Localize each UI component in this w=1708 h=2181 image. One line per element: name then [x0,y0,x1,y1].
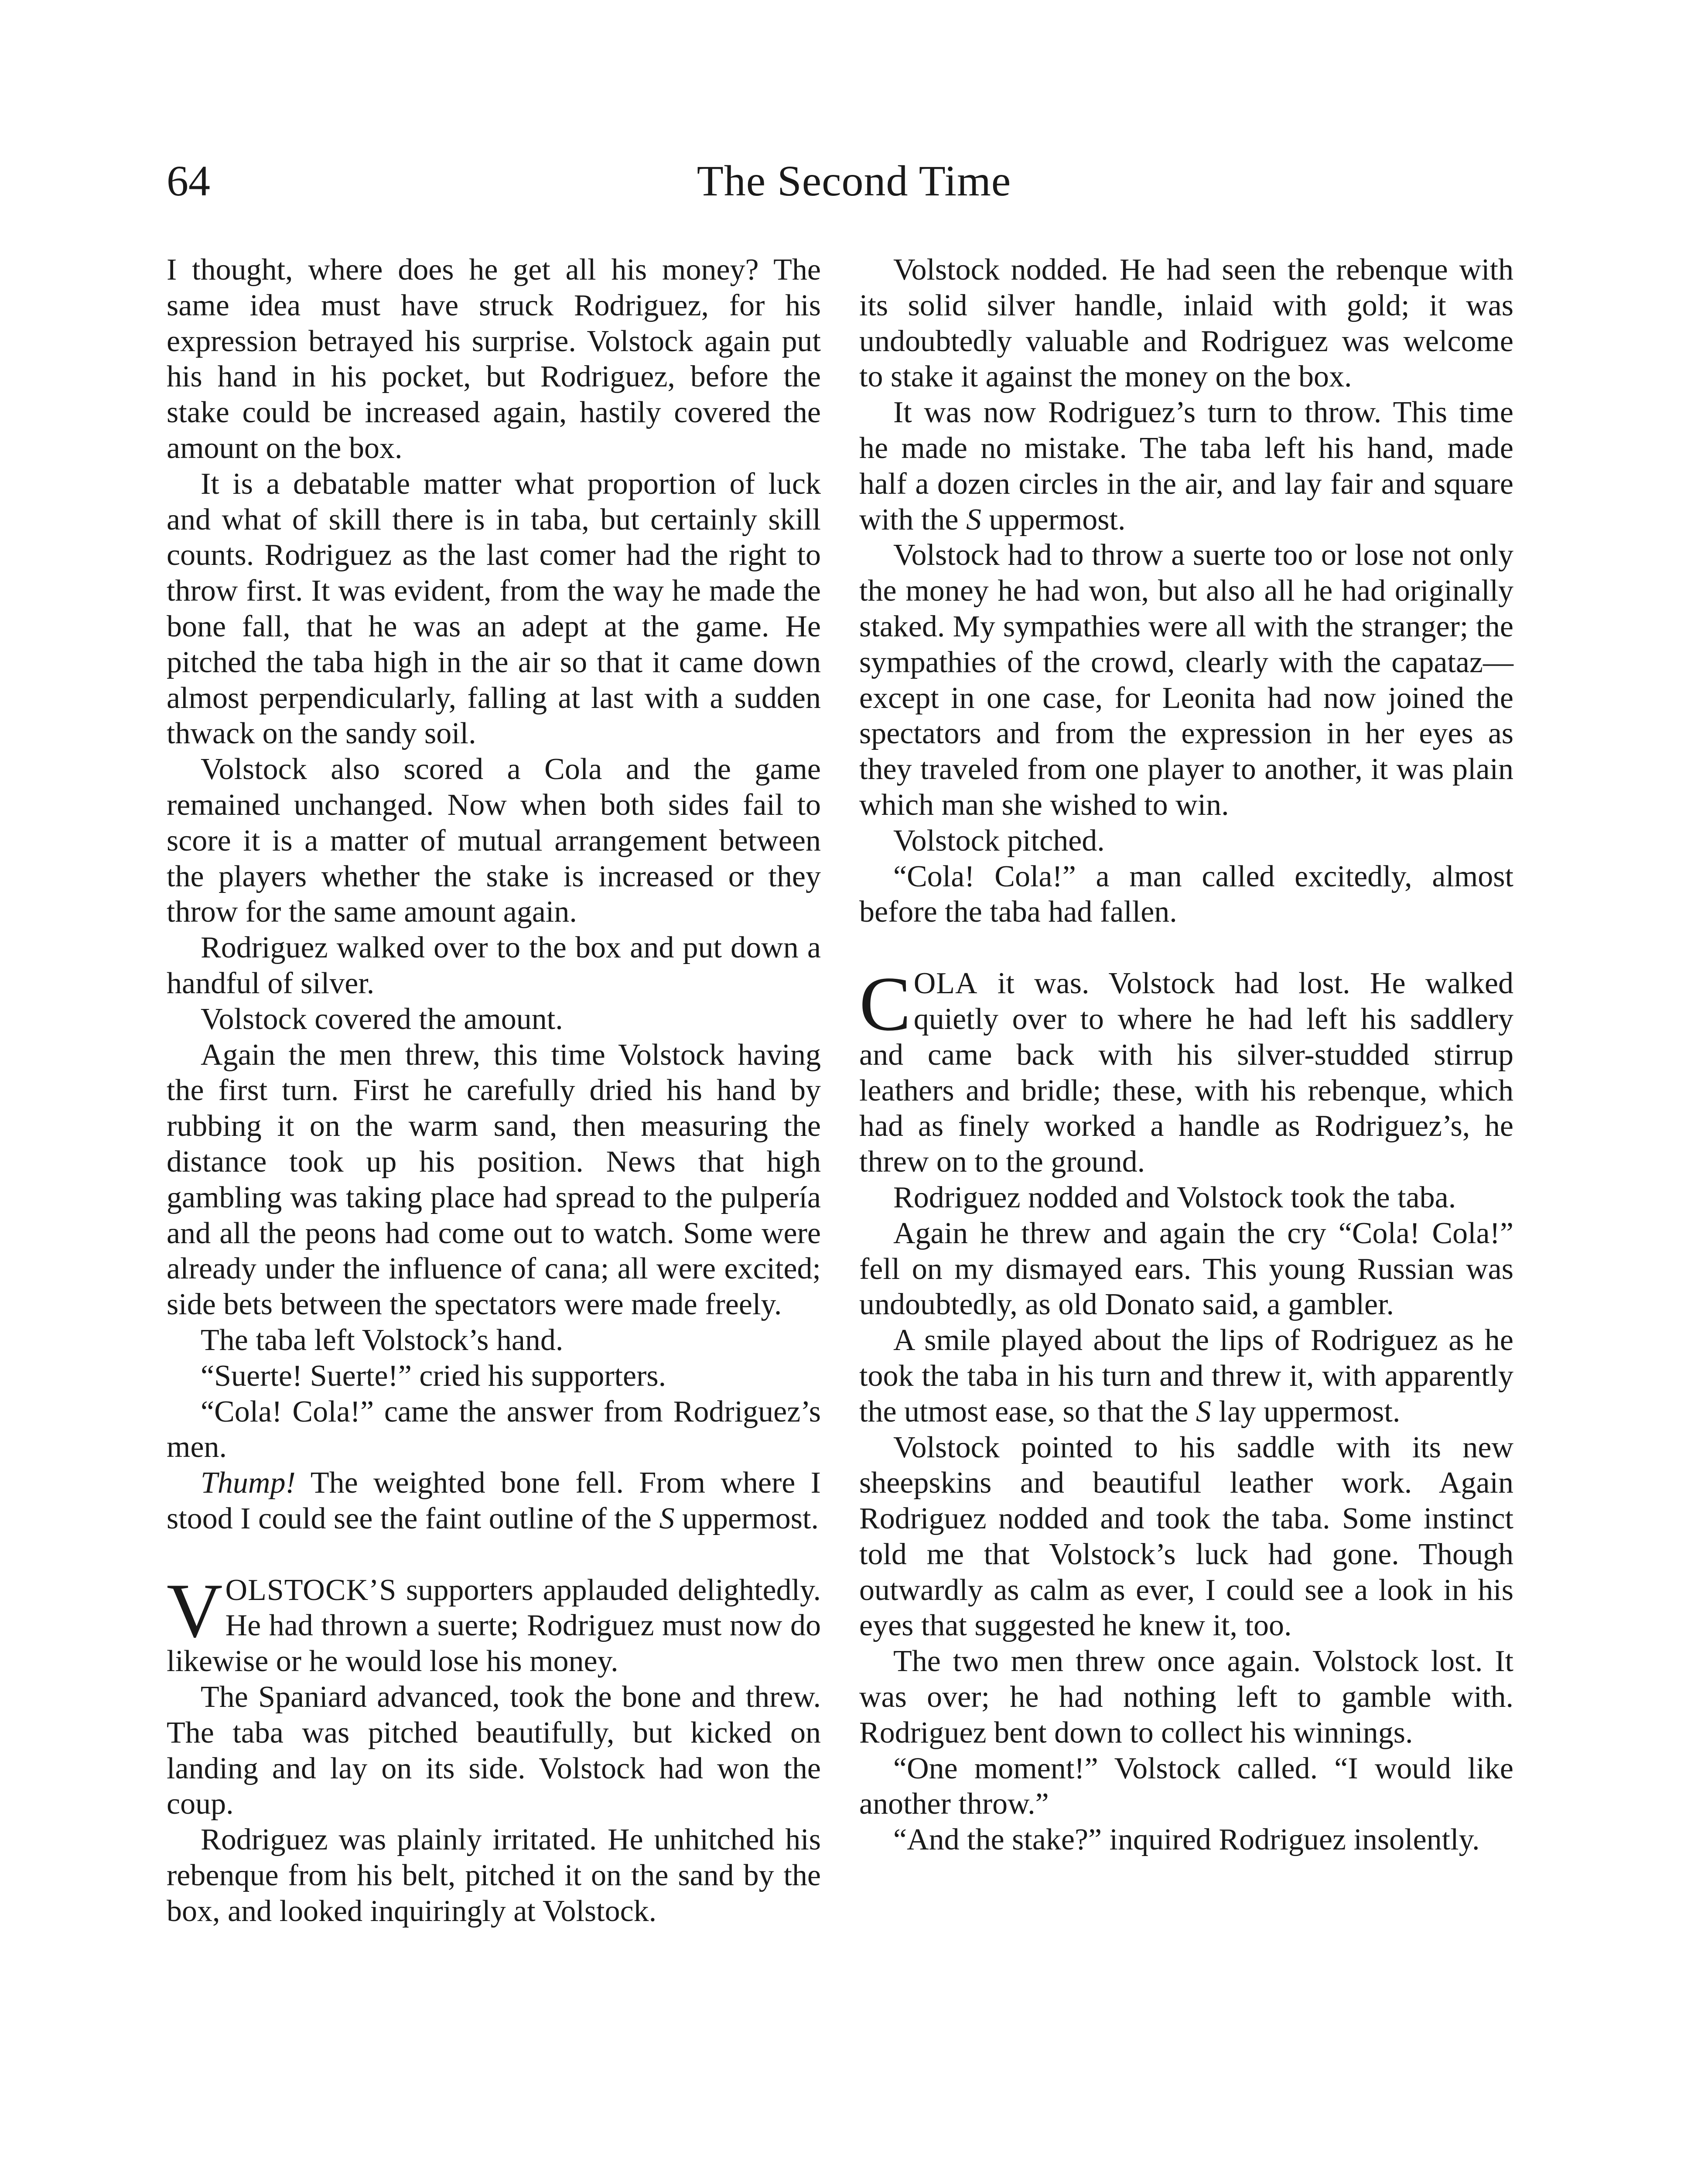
paragraph: I thought, where does he get all his money? The same idea must have struck Rodriguez, for his expression betrayed his surprise. Volstock again put his hand in his pocket, but Rodriguez, before the stake could be increased again, hastily covered the amount on the box. [167,253,821,465]
paragraph: “Cola! Cola!” a man called excitedly, almost before the taba had fallen. [859,859,1513,929]
paragraph: “One moment!” Volstock called. “I would like another throw.” [859,1751,1513,1821]
text-segment: The weighted bone fell. From where I stood I could see the faint outline of the [167,1466,821,1535]
paragraph: Rodriguez was plainly irritated. He unhitched his rebenque from his belt, pitched it on the sand by the box, and looked inquiringly at Volstock. [167,1823,821,1928]
paragraph: The Spaniard advanced, took the bone and threw. The taba was pitched beautifully, but kicked on landing and lay on its side. Volstock had won the coup. [167,1680,821,1821]
text-segment: uppermost. [674,1501,819,1535]
paragraph: Volstock pointed to his saddle with its new sheepskins and beautiful leather work. Again Rodriguez nodded and took the taba. Some instinct told me that Volstock’s luck had gone. Though outwardly as calm as ever, I could see a look in his eyes that suggested he knew it, too. [859,1430,1513,1643]
page-number: 64 [167,157,210,205]
text-segment: It was now Rodriguez’s turn to throw. This time he made no mistake. The taba left his hand, made half a dozen circles in the air, and lay fair and square with the [859,396,1513,537]
paragraph: “Cola! Cola!” came the answer from Rodriguez’s men. [167,1395,821,1464]
paragraph [859,1323,1513,1429]
italic-text: Thump! [201,1466,296,1500]
paragraph: Rodriguez nodded and Volstock took the taba. [893,1180,1456,1214]
section-start-paragraph [167,1567,821,1679]
paragraph: Again the men threw, this time Volstock having the first turn. First he carefully dried his hand by rubbing it on the warm sand, then measuring the distance took up his position. News that high gambling was taking place had spread to the pulpería and all the peons had come out to watch. Some were already under the influence of cana; all were excited; side bets between the spectators were made freely. [167,1038,821,1322]
italic-letter: S [1196,1395,1211,1429]
text-segment: it was. Volstock had lost. He walked quietly over to where he had left his saddlery and came back with his silver-studded stirrup leathers and bridle; these, with his rebenque, which had as finely worked a handle as Rodriguez’s, he threw on to the ground. [859,967,1513,1179]
paragraph: “Suerte! Suerte!” cried his supporters. [201,1359,666,1393]
text-segment: supporters applauded delightedly. He had thrown a suerte; Rodriguez must now do likewise or he would lose his money. [167,1573,821,1678]
paragraph: Volstock nodded. He had seen the rebenque with its solid silver handle, inlaid with gold; it was undoubtedly valuable and Rodriguez was welcome to stake it against the money on the box. [859,253,1513,394]
drop-cap: C [859,961,911,1047]
paragraph: It is a debatable matter what proportion of luck and what of skill there is in taba, but certainly skill counts. Rodriguez as the last comer had the right to throw first. It was evident, from the way he made the bone fall, that he was an adept at the game. He pitched the taba high in the air so that it came down almost perpendicularly, falling at last with a sudden thwack on the sandy soil. [167,467,821,751]
paragraph: The taba left Volstock’s hand. [201,1323,564,1357]
paragraph: Volstock pitched. [893,824,1105,858]
paragraph [859,395,1513,537]
paragraph: Volstock had to throw a suerte too or lose not only the money he had won, but also all he had originally staked. My sympathies were all with the stranger; the sympathies of the crowd, clearly with the capataz—except in one case, for Leonita had now joined the spectators and from the expression in her eyes as they traveled from one player to another, it was plain which man she wished to win. [859,538,1513,822]
section-start-paragraph [859,961,1513,1180]
right-column [859,252,1513,1858]
paragraph: Volstock covered the amount. [201,1002,563,1036]
paragraph: Volstock also scored a Cola and the game remained unchanged. Now when both sides fail to score it is a matter of mutual arrangement between the players whether the stake is increased or they throw for the same amount again. [167,752,821,929]
italic-letter: S [659,1501,675,1535]
text-segment: lay uppermost. [1211,1395,1401,1429]
running-head: The Second Time [697,157,1011,205]
text-segment: A smile played about the lips of Rodriguez as he took the taba in his turn and threw it, with apparently the utmost ease, so that the [859,1323,1513,1429]
italic-letter: S [966,503,981,537]
text-segment: uppermost. [981,503,1126,537]
left-column [167,252,821,1929]
small-caps-text: OLSTOCK’S [225,1573,397,1607]
paragraph: “And the stake?” inquired Rodriguez insolently. [893,1823,1480,1857]
paragraph [167,1465,821,1537]
paragraph: The two men threw once again. Volstock lost. It was over; he had nothing left to gamble with. Rodriguez bent down to collect his winnings. [859,1644,1513,1750]
drop-cap: V [167,1567,223,1654]
paragraph: Rodriguez walked over to the box and put down a handful of silver. [167,931,821,1000]
small-caps-text: OLA [913,967,978,1001]
paragraph: Again he threw and again the cry “Cola! Cola!” fell on my dismayed ears. This young Russian was undoubtedly, as old Donato said, a gambler. [859,1216,1513,1322]
